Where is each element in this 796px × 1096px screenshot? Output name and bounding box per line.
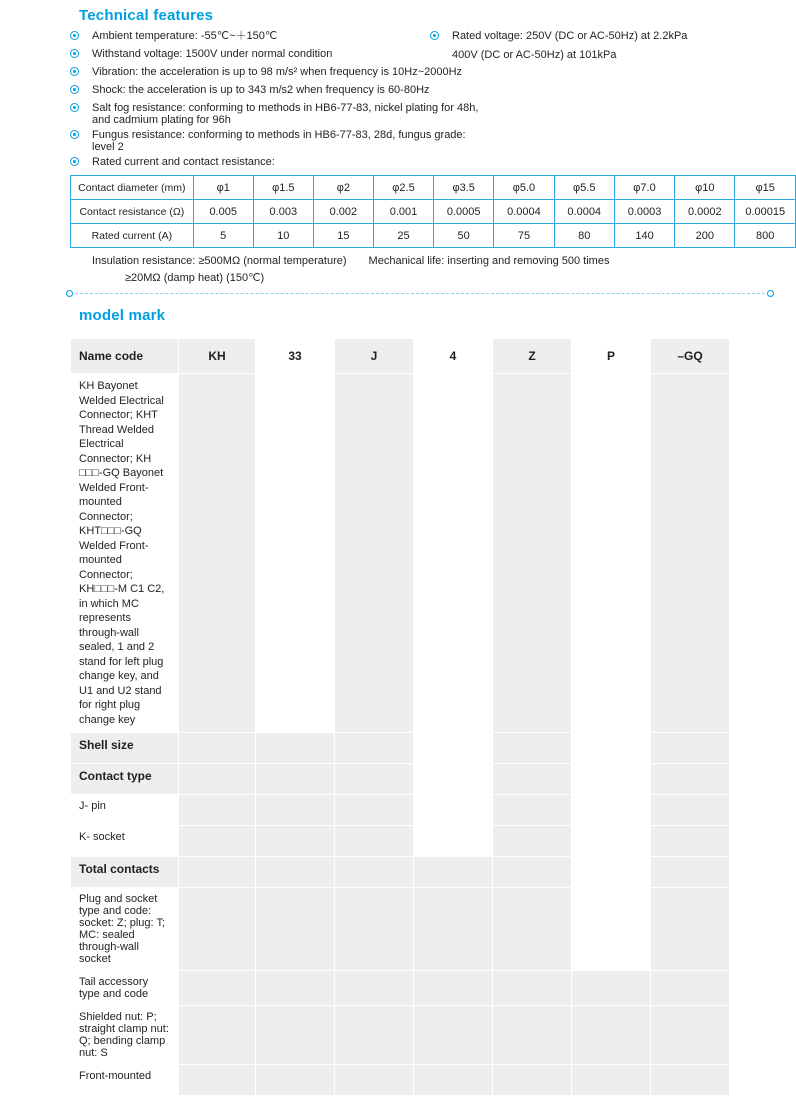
spacer-cell: [414, 374, 493, 733]
table-cell: φ1: [193, 176, 253, 200]
header-z: Z: [493, 339, 572, 374]
spacer-cell: [179, 857, 256, 888]
spacer-cell: [572, 764, 651, 795]
table-cell: 25: [373, 224, 433, 248]
insulation-resistance-damp-heat-text: ≥20MΩ (damp heat) (150℃): [125, 272, 265, 284]
list-item-label: Salt fog resistance: conforming to methods in HB6-77-83, nickel plating for 48h, and cadmium plating for 96h: [92, 102, 479, 126]
table-cell: φ10: [675, 176, 735, 200]
table-cell: 0.00015: [735, 200, 796, 224]
table-cell: 0.0002: [675, 200, 735, 224]
spacer-cell: [572, 971, 651, 1006]
spacer-cell: [493, 971, 572, 1006]
list-item-label: Fungus resistance: conforming to methods in HB6-77-83, 28d, fungus grade: level 2: [92, 129, 466, 153]
spacer-cell: [414, 795, 493, 826]
row-header: Contact diameter (mm): [71, 176, 194, 200]
spacer-cell: [414, 764, 493, 795]
table-cell: 140: [614, 224, 674, 248]
table-cell: 0.0005: [434, 200, 494, 224]
spacer-cell: [256, 795, 335, 826]
table-cell: 0.005: [193, 200, 253, 224]
bullet-icon: [70, 31, 79, 40]
spacer-cell: [651, 795, 730, 826]
spacer-cell: [335, 888, 414, 971]
spacer-cell: [493, 764, 572, 795]
spacer-cell: [414, 971, 493, 1006]
spacer-cell: [414, 888, 493, 971]
spacer-cell: [493, 857, 572, 888]
table-row: [71, 374, 730, 733]
mechanical-life-text: Mechanical life: inserting and removing 500 times: [368, 255, 610, 267]
bullet-icon: [70, 49, 79, 58]
spacer-cell: [651, 888, 730, 971]
list-item-label: Withstand voltage: 1500V under normal condition: [92, 48, 333, 60]
table-row-header: [71, 339, 730, 374]
spacer-cell: [572, 857, 651, 888]
spacer-cell: [335, 1006, 414, 1065]
insulation-resistance-text: Insulation resistance: ≥500MΩ (normal temperature): [92, 255, 347, 267]
table-cell: 75: [494, 224, 554, 248]
spacer-cell: [179, 374, 256, 733]
table-cell: φ15: [735, 176, 796, 200]
spacer-cell: [335, 374, 414, 733]
spacer-cell: [335, 764, 414, 795]
list-item-label: Rated voltage: 250V (DC or AC-50Hz) at 2.2kPa: [452, 30, 688, 42]
spacer-cell: [179, 764, 256, 795]
spacer-cell: [335, 971, 414, 1006]
header-name-code: Name code: [71, 339, 179, 374]
list-item: [430, 30, 770, 45]
row-label-j-pin: J- pin: [71, 795, 179, 826]
table-cell: 15: [313, 224, 373, 248]
table-cell: 5: [193, 224, 253, 248]
table-cell: 0.002: [313, 200, 373, 224]
spacer-cell: [651, 733, 730, 764]
table-cell: 80: [554, 224, 614, 248]
table-cell: 0.001: [373, 200, 433, 224]
spacer-cell: [256, 764, 335, 795]
spacer-cell: [493, 733, 572, 764]
rated-voltage-list: [430, 30, 770, 62]
table-cell: 50: [434, 224, 494, 248]
table-cell: φ1.5: [253, 176, 313, 200]
row-label-total-contacts: Total contacts: [71, 857, 179, 888]
header-4: 4: [414, 339, 493, 374]
table-cell: φ3.5: [434, 176, 494, 200]
spacer-cell: [179, 971, 256, 1006]
table-cell: 0.0004: [554, 200, 614, 224]
row-label-k-socket: K- socket: [71, 826, 179, 857]
spacer-cell: [179, 733, 256, 764]
spacer-cell: [651, 764, 730, 795]
spacer-cell: [572, 826, 651, 857]
spacer-cell: [493, 826, 572, 857]
table-cell: φ2.5: [373, 176, 433, 200]
bullet-icon: [70, 67, 79, 76]
table-cell: φ5.5: [554, 176, 614, 200]
spacer-cell: [572, 888, 651, 971]
insulation-notes: [92, 253, 609, 287]
spacer-cell: [335, 733, 414, 764]
spacer-cell: [572, 733, 651, 764]
rated-current-contact-resistance-table: [70, 175, 796, 248]
spacer-cell: [651, 826, 730, 857]
spacer-cell: [179, 1006, 256, 1065]
spacer-cell: [493, 795, 572, 826]
table-row: [71, 1006, 730, 1065]
name-code-description: KH Bayonet Welded Electrical Connector; KHT Thread Welded Electrical Connector; KH □□□-GQ Bayonet Welded Front-mounted Connector; KHT□□□-GQ Welded Front-mounted Connector; KH□□□-M C1 C2, in which MC represents through-wall sealed, 1 and 2 stand for left plug change key, and U1 and U2 stand for right plug change key: [71, 374, 179, 733]
table-cell: 200: [675, 224, 735, 248]
list-item: [70, 129, 490, 153]
section-divider: [70, 293, 770, 294]
spacer-cell: [179, 888, 256, 971]
spacer-cell: [572, 1006, 651, 1065]
table-cell: 0.0003: [614, 200, 674, 224]
row-label-shielded-nut: Shielded nut: P; straight clamp nut: Q; bending clamp nut: S: [71, 1006, 179, 1065]
row-label-contact-type: Contact type: [71, 764, 179, 795]
row-label-front-mounted: Front-mounted: [71, 1065, 179, 1096]
table-row: [71, 826, 730, 857]
spacer-cell: [493, 888, 572, 971]
header-kh: KH: [179, 339, 256, 374]
row-label-tail-accessory: Tail accessory type and code: [71, 971, 179, 1006]
list-item: [70, 156, 490, 171]
spacer-cell: [256, 1065, 335, 1096]
header-j: J: [335, 339, 414, 374]
rated-voltage-secondary: 400V (DC or AC-50Hz) at 101kPa: [452, 49, 617, 61]
header-p: P: [572, 339, 651, 374]
row-header: Rated current (A): [71, 224, 194, 248]
table-cell: 0.0004: [494, 200, 554, 224]
bullet-icon: [430, 31, 439, 40]
note-line-2: [92, 270, 609, 287]
table-cell: φ5.0: [494, 176, 554, 200]
header-gq: –GQ: [651, 339, 730, 374]
divider-dot-left-icon: [66, 290, 73, 297]
spacer-cell: [651, 857, 730, 888]
bullet-icon: [70, 103, 79, 112]
note-line-1: [92, 253, 609, 270]
spacer-cell: [256, 971, 335, 1006]
divider-dot-right-icon: [767, 290, 774, 297]
table-cell: φ7.0: [614, 176, 674, 200]
spacer-cell: [414, 826, 493, 857]
spacer-cell: [335, 857, 414, 888]
spacer-cell: [256, 1006, 335, 1065]
list-item: [70, 30, 490, 45]
list-item: [70, 66, 490, 81]
list-item-label: Ambient temperature: -55℃~＋150℃: [92, 30, 278, 42]
row-label-shell-size: Shell size: [71, 733, 179, 764]
table-row: [71, 1065, 730, 1096]
spacer-cell: [572, 795, 651, 826]
table-cell: φ2: [313, 176, 373, 200]
spacer-cell: [414, 733, 493, 764]
spacer-cell: [256, 826, 335, 857]
spacer-cell: [179, 1065, 256, 1096]
spacer-cell: [414, 1006, 493, 1065]
spacer-cell: [493, 1065, 572, 1096]
table-row: [71, 200, 796, 224]
spacer-cell: [414, 857, 493, 888]
table-cell: 10: [253, 224, 313, 248]
table-row: [71, 224, 796, 248]
spacer-cell: [651, 1065, 730, 1096]
list-item-label: Vibration: the acceleration is up to 98 m/s² when frequency is 10Hz~2000Hz: [92, 66, 463, 78]
spacer-cell: [335, 826, 414, 857]
spacer-cell: [256, 857, 335, 888]
table-row: [71, 795, 730, 826]
page-title-model-mark: model mark: [79, 307, 166, 324]
spacer-cell: [493, 374, 572, 733]
table-cell: 800: [735, 224, 796, 248]
spacer-cell: [256, 888, 335, 971]
row-label-plug-socket-type: Plug and socket type and code: socket: Z; plug: T; MC: sealed through-wall socket: [71, 888, 179, 971]
spacer-cell: [179, 795, 256, 826]
list-item-label: Shock: the acceleration is up to 343 m/s2 when frequency is 60-80Hz: [92, 84, 430, 96]
bullet-icon: [70, 130, 79, 139]
page-title-technical-features: Technical features: [79, 7, 214, 24]
spacer-cell: [572, 374, 651, 733]
table-row: [71, 176, 796, 200]
spacer-cell: [651, 1006, 730, 1065]
spacer-cell: [651, 374, 730, 733]
header-33: 33: [256, 339, 335, 374]
table-cell: 0.003: [253, 200, 313, 224]
list-item: [70, 84, 490, 99]
bullet-icon: [70, 157, 79, 166]
spacer-cell: [256, 733, 335, 764]
table-row: [71, 888, 730, 971]
model-mark-table: [70, 338, 730, 1096]
spacer-cell: [256, 374, 335, 733]
list-item: [70, 48, 490, 63]
list-item: [70, 102, 490, 126]
bullet-icon: [70, 85, 79, 94]
list-item-label: Rated current and contact resistance:: [92, 156, 275, 168]
spacer-cell: [414, 1065, 493, 1096]
spacer-cell: [572, 1065, 651, 1096]
table-row: [71, 764, 730, 795]
spacer-cell: [335, 1065, 414, 1096]
spacer-cell: [493, 1006, 572, 1065]
spacer-cell: [335, 795, 414, 826]
technical-features-list: [70, 30, 490, 174]
table-row: [71, 857, 730, 888]
spacer-cell: [179, 826, 256, 857]
row-header: Contact resistance (Ω): [71, 200, 194, 224]
table-row: [71, 971, 730, 1006]
spacer-cell: [651, 971, 730, 1006]
table-row: [71, 733, 730, 764]
